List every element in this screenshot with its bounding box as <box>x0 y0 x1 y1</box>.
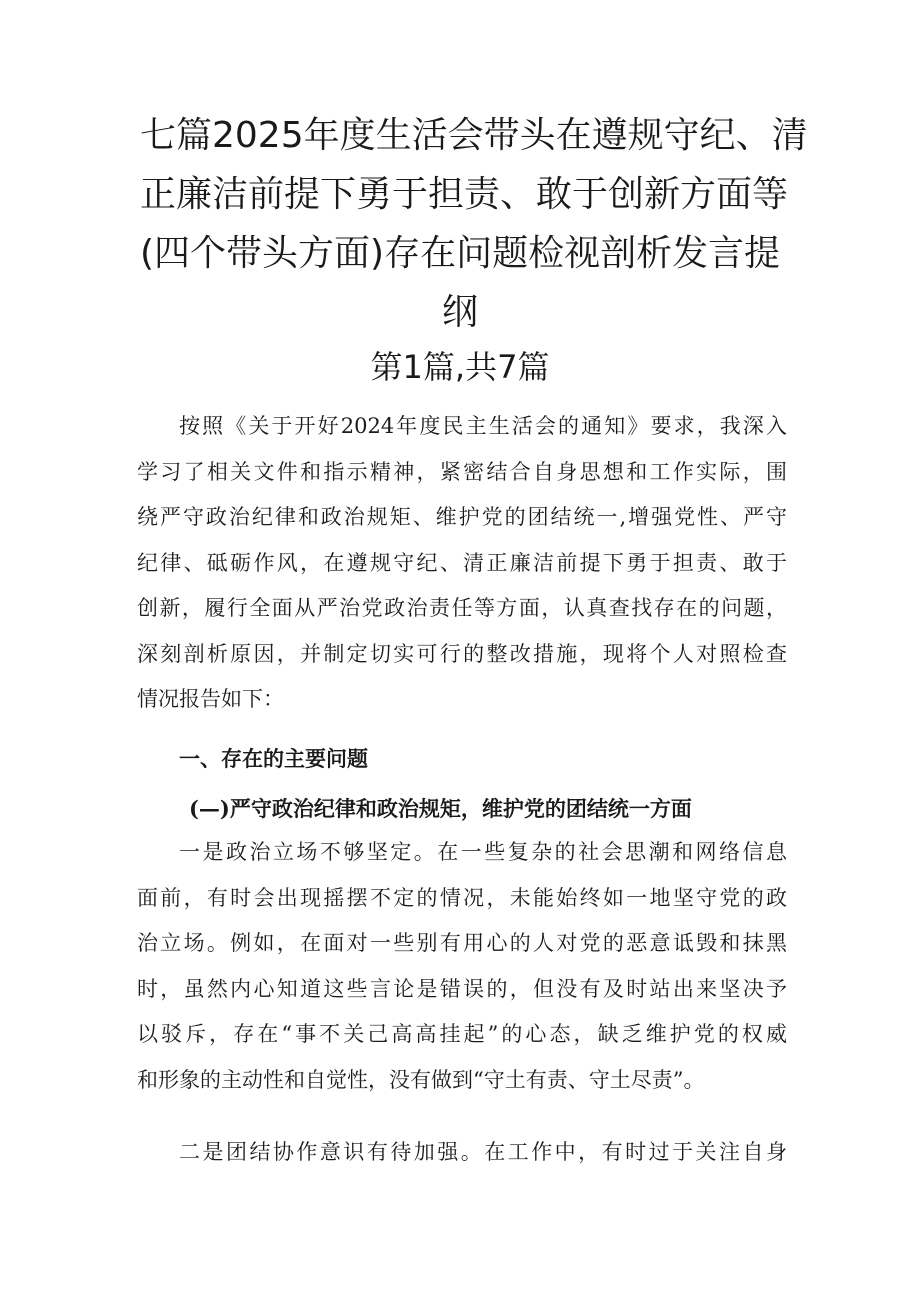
paragraph-line: 时，虽然内心知道这些言论是错误的，但没有及时站出来坚决予 <box>137 976 787 1001</box>
paragraph-line: 深刻剖析原因，并制定切实可行的整改措施，现将个人对照检查 <box>137 641 787 666</box>
paragraph-line: 按照《关于开好2024年度民主生活会的通知》要求，我深入 <box>179 414 787 438</box>
paragraph-line: 创新，履行全面从严治党政治责任等方面，认真查找存在的问题， <box>137 596 787 620</box>
point-two-paragraph <box>137 1130 787 1176</box>
intro-paragraph <box>137 404 787 723</box>
paragraph-line: 学习了相关文件和指示精神，紧密结合自身思想和工作实际，围 <box>137 459 787 484</box>
document-title <box>140 106 808 342</box>
paragraph-line: 情况报告如下： <box>137 687 284 711</box>
paragraph-line: 一是政治立场不够坚定。在一些复杂的社会思潮和网络信息 <box>179 840 787 864</box>
paragraph-line: 以驳斥，存在“事不关己高高挂起”的心态，缺乏维护党的权威 <box>137 1022 787 1046</box>
section-heading: 一、存在的主要问题 <box>179 747 368 771</box>
paragraph-line: 纪律、砥砺作风，在遵规守纪、清正廉洁前提下勇于担责、敢于 <box>137 550 787 575</box>
title-line: 七篇2025年度生活会带头在遵规守纪、清 <box>140 115 808 156</box>
paragraph-line: 面前，有时会出现摇摆不定的情况，未能始终如一地坚守党的政 <box>137 885 787 910</box>
title-line: 纲 <box>441 292 478 333</box>
point-one-paragraph <box>137 830 787 1103</box>
part-indicator: 第1篇,共7篇 <box>370 348 550 386</box>
paragraph-line: 二是团结协作意识有待加强。在工作中，有时过于关注自身 <box>179 1140 787 1164</box>
paragraph-line: 绕严守政治纪律和政治规矩、维护党的团结统一,增强党性、严守 <box>137 505 787 529</box>
paragraph-line: 治立场。例如，在面对一些别有用心的人对党的恶意诋毁和抹黑 <box>137 931 787 955</box>
paragraph-line: 和形象的主动性和自觉性，没有做到“守土有责、守土尽责”。 <box>137 1067 705 1092</box>
title-line: (四个带头方面)存在问题检视剖析发言提 <box>140 233 781 274</box>
title-line: 正廉洁前提下勇于担责、敢于创新方面等 <box>140 174 789 215</box>
subsection-heading: (—)严守政治纪律和政治规矩，维护党的团结统一方面 <box>189 796 692 821</box>
